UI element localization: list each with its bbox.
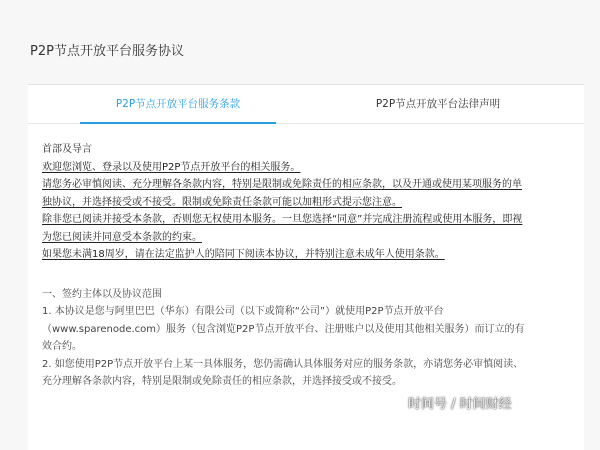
- section-line: 1. 本协议是您与阿里巴巴（华东）有限公司（以下或简称“公司”）就使用P2P节点开放平台: [42, 306, 444, 317]
- section-line: 充分理解各条款内容，特别是限制或免除责任的相应条款，并选择接受或不接受。: [42, 376, 402, 387]
- intro-line: 除非您已阅读并接受本条款，否则您无权使用本服务。一旦您选择“同意”并完成注册流程或使用本服务，即视: [42, 214, 523, 225]
- section-line: 效合约。: [42, 341, 82, 352]
- terms-content: [42, 141, 576, 391]
- intro-line: 独协议，并选择接受或不接受。限制或免除责任条款可能以加粗形式提示您注意。: [42, 196, 402, 208]
- intro-line: 为您已阅读并同意受本条款的约束。: [42, 231, 202, 243]
- intro-line: 请您务必审慎阅读、充分理解各条款内容，特别是限制或免除责任的相应条款，以及开通或使用某项服务的单: [42, 179, 522, 190]
- intro-line: 欢迎您浏览、登录以及使用P2P节点开放平台的相关服务。: [42, 161, 301, 173]
- terms-heading: 首部及导言: [42, 144, 92, 155]
- section-title: 一、签约主体以及协议范围: [42, 288, 162, 300]
- tab-bar: [28, 85, 584, 124]
- section-gap: [42, 264, 576, 286]
- tab-legal-statement[interactable]: P2P节点开放平台法律声明: [375, 98, 501, 110]
- section-line: （www.sparenode.com）服务（包含浏览P2P节点开放平台、注册账户以及使用其他相关服务）而订立的有: [42, 323, 525, 335]
- watermark-text: 时间号 / 时间财经: [408, 397, 512, 412]
- intro-line: 如果您未满18周岁，请在法定监护人的陪同下阅读本协议，并特别注意未成年人使用条款。: [42, 249, 445, 260]
- tab-service-terms[interactable]: P2P节点开放平台服务条款: [92, 85, 264, 123]
- section-line: 2. 如您使用P2P节点开放平台上某一具体服务，您仍需确认具体服务对应的服务条款，亦请您务必审慎阅读、: [42, 358, 524, 370]
- page-title: P2P节点开放平台服务协议: [30, 44, 184, 59]
